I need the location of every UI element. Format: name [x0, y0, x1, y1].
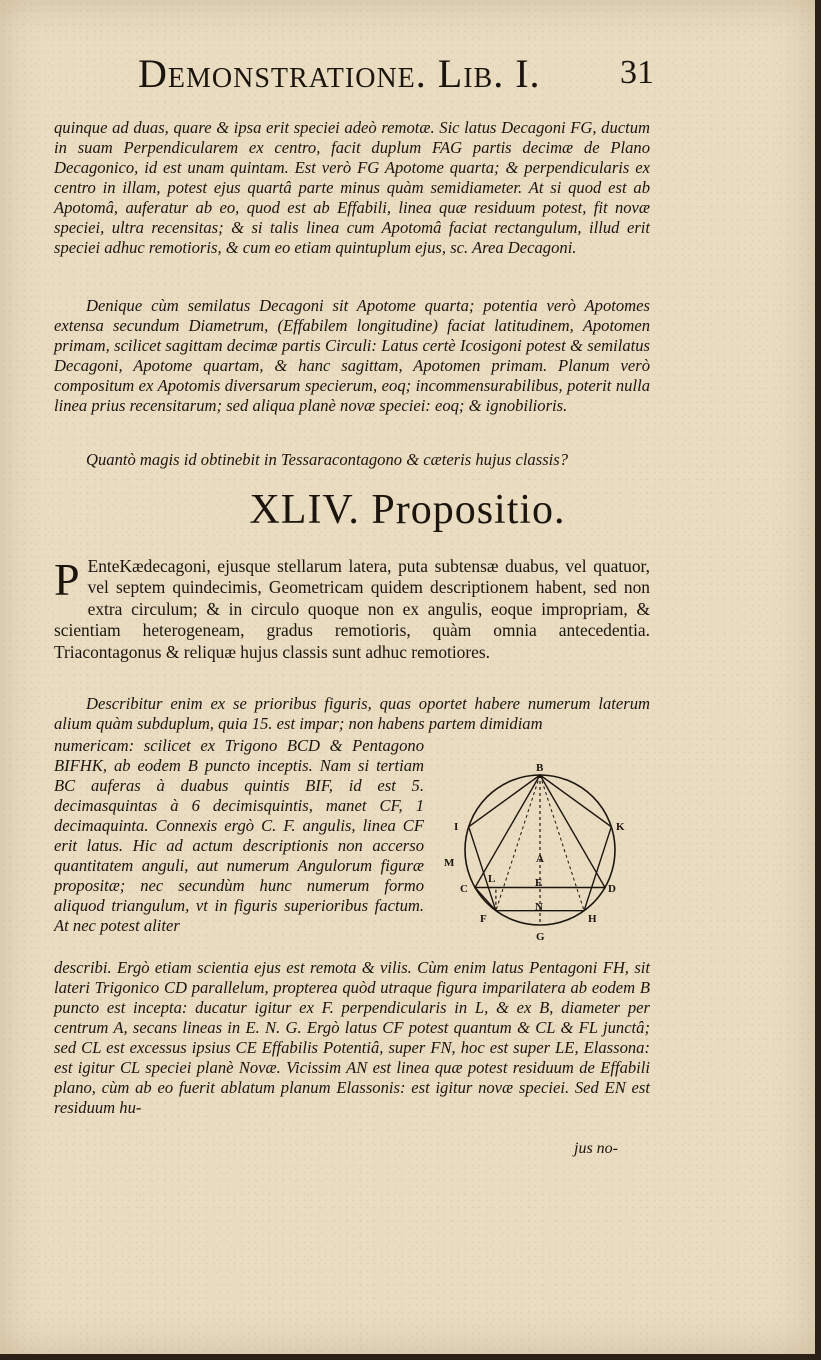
paragraph-2: Denique cùm semilatus Decagoni sit Apotome quarta; potentia verò Apotomes extensa secundum Diametrum, (Effabilem longitudine) faciat latitudinem, Apotomen primam, scilicet sagittam decimæ partis Circuli: Latus certè Icosigoni potest & semilatus Decagoni, Apotome quartam, & hanc sagittam, Apotomen primam. Planum verò compositum ex Apotomis diversarum specierum, eoq; incommensurabilibus, poterit nulla linea prius recensitarum; sed aliqua planè novæ speciei: eoq; & ignobilioris.	[54, 296, 650, 415]
label-c: C	[460, 883, 468, 895]
demonstration-first-lines: Describitur enim ex se prioribus figuris, quas oportet habere numerum laterum alium quàm subduplum, quia 15. est impar; non habens partem dimidiam	[54, 694, 650, 733]
running-header	[138, 50, 658, 100]
paragraph-1: quinque ad duas, quare & ipsa erit speciei adeò remotæ. Sic latus Decagoni FG, ductum in suam Perpendicularem ex centro, facit duplum FAG partis decimæ de Plano Decagonico, id est unam quintam. Est verò FG Apotome quarta; & perpendicularis ex centro in illam, potest ejus quartâ parte minus quàm semidiameter. At si quod est ab Apotomâ, auferatur ab eo, quod est ab Effabili, linea quæ residuum potest, fit novæ speciei, ultra recensitas; & si talis linea cum Apotomâ faciat rectangulum, illud erit speciei adhuc remotioris, & cum eo etiam quintuplum ejus, sc. Area Decagoni.	[54, 118, 650, 257]
label-h: H	[588, 913, 597, 925]
proposition-heading: XLIV. Propositio.	[249, 487, 566, 533]
catchword: jus no-	[574, 1140, 618, 1157]
running-title: Demonstratione. Lib. I.	[138, 51, 541, 96]
label-f: F	[480, 913, 487, 925]
line-bh	[540, 775, 584, 911]
label-b: B	[536, 762, 544, 774]
proposition-text: EnteKædecagoni, ejusque stellarum latera, puta subtensæ duabus, vel quatuor, vel septem quindecimis, Geometricam quidem descriptionem habent, sed non extra circulum; & in circulo quoque non ex angulis, eoque impropriam, & scientiam heterogeneam, gradus remotioris, quàm omnia antecedentia. Triacontagonus & reliquæ hujus classis sunt adhuc remotiores.	[54, 556, 650, 662]
line-bf	[496, 775, 543, 911]
label-i: I	[454, 821, 459, 833]
drop-cap: P	[54, 554, 80, 605]
label-l: L	[488, 873, 496, 885]
label-k: K	[616, 821, 625, 833]
proposition-statement	[54, 556, 650, 663]
paragraph-3: Quantò magis id obtinebit in Tessaracontagono & cæteris hujus classis?	[86, 450, 569, 469]
label-n: N	[535, 901, 543, 913]
label-m: M	[444, 857, 455, 869]
label-d: D	[608, 883, 616, 895]
geometric-figure	[440, 760, 640, 950]
demonstration-remaining-text: describi. Ergò etiam scientia ejus est remota & vilis. Cùm enim latus Pentagoni FH, sit lateri Trigonico CD parallelum, propterea quòd utraque figura imparilatera ab eodem B puncto est incepta: ducatur igitur ex F. perpendicularis in L, & ex B, diameter per centrum A, secans lineas in E. N. G. Ergò latus CF potest quantum & CL & FL junctâ; sed CL est excessus ipsius CE Effabilis Potentiâ, super FN, hoc est super LE, Elassona: est igitur CL speciei planè Novæ. Vicissim AN est linea quæ potest residuum de Effabili plano, cùm ab eo fuerit ablatum planum Elassonis: est igitur novæ speciei. Sed EN est residuum hu-	[54, 958, 650, 1117]
label-g: G	[536, 931, 545, 943]
page-number: 31	[620, 54, 654, 91]
label-e: E	[535, 877, 543, 889]
demonstration-wrapped-text: numericam: scilicet ex Trigono BCD & Pentagono BIFHK, ab eodem B puncto inceptis. Nam si tertiam BC auferas à duabus quintis BIF, id est 5. decimasquintas à 6 decimisquintis, manet CF, 1 decimaquinta. Connexis ergò C. F. angulis, linea CF erit latus. Hic ad actum descriptionis non accerso quantitatem anguli, aut numerum Angulorum figuræ propositæ; nec secundùm hunc numerum formo aliquod triangulum, vt in figuris superioribus factum. At nec potest aliter	[54, 736, 424, 935]
label-a: A	[536, 853, 544, 865]
